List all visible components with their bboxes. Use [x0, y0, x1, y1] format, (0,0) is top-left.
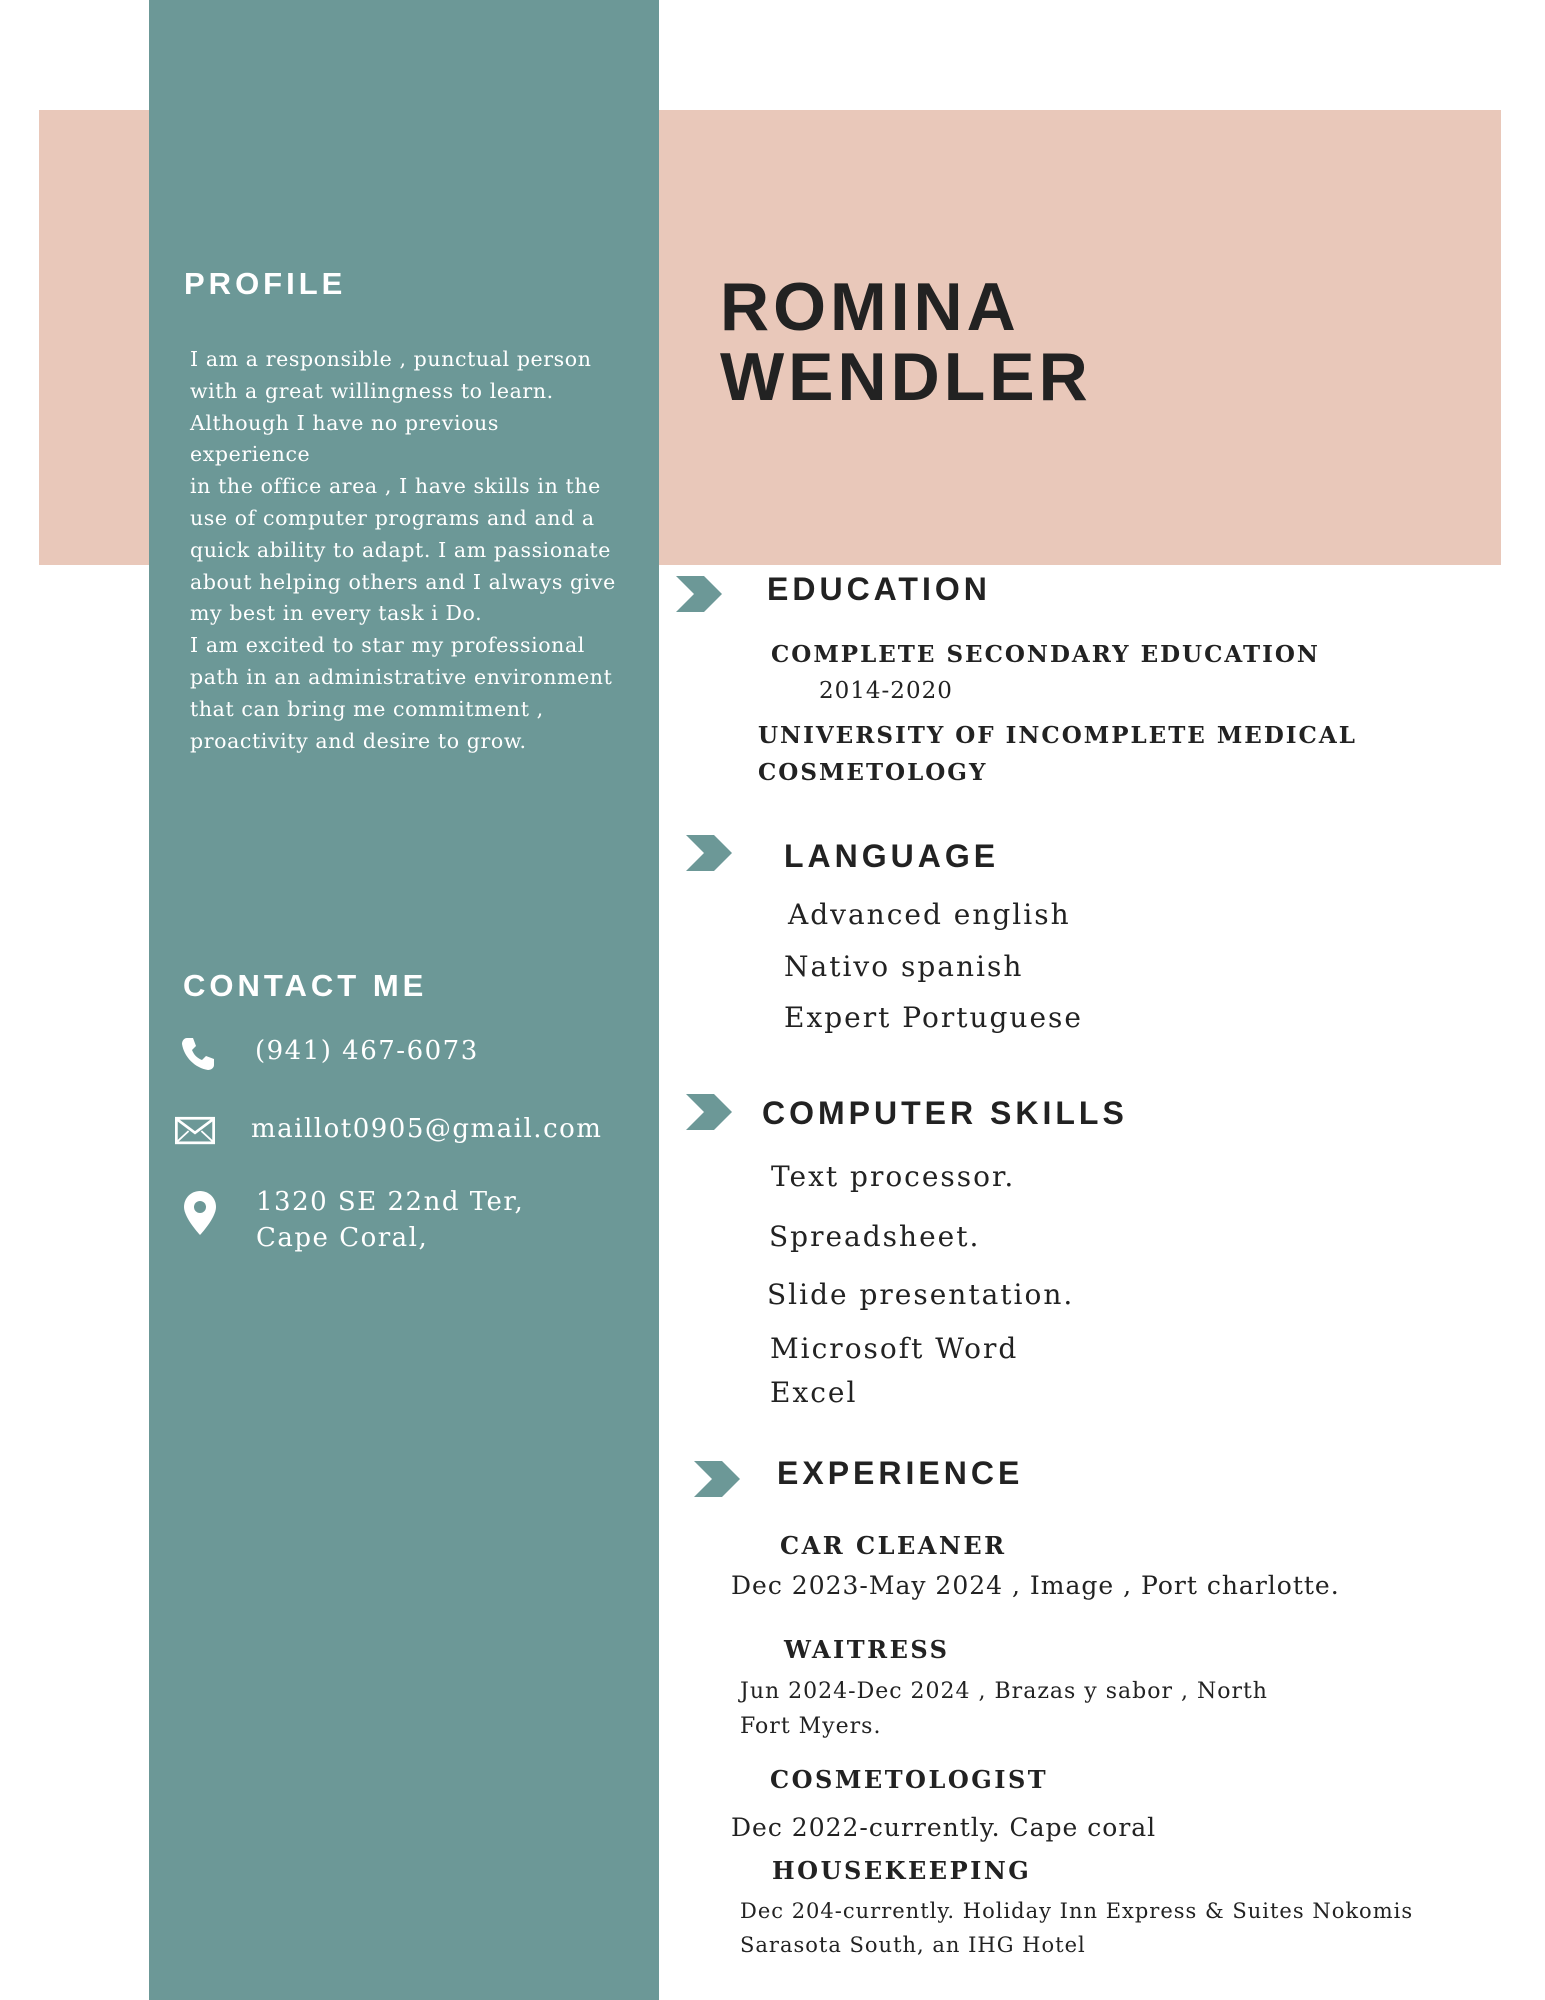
chevron-right-icon	[686, 1094, 732, 1130]
job-details-line: Sarasota South, an IHG Hotel	[740, 1933, 1086, 1957]
job-title: CAR CLEANER	[780, 1531, 1007, 1560]
envelope-icon	[175, 1111, 215, 1151]
job-details: Dec 2022-currently. Cape coral	[731, 1813, 1157, 1842]
profile-heading: PROFILE	[184, 266, 347, 301]
phone-number[interactable]: (941) 467-6073	[255, 1036, 479, 1066]
language-item: Advanced english	[788, 898, 1071, 931]
job-title: HOUSEKEEPING	[772, 1856, 1032, 1885]
location-pin-icon	[183, 1190, 217, 1236]
skill-item: Text processor.	[771, 1160, 1016, 1193]
profile-line: about helping others and I always give	[190, 569, 616, 594]
profile-line: use of computer programs and and a	[190, 505, 595, 530]
chevron-right-icon	[676, 576, 722, 612]
chevron-right-icon	[686, 835, 732, 871]
job-title: WAITRESS	[784, 1635, 950, 1664]
education-item-title-line: UNIVERSITY OF INCOMPLETE MEDICAL	[758, 722, 1357, 749]
job-details: Dec 2023-May 2024 , Image , Port charlotte.	[731, 1571, 1340, 1600]
skill-item: Spreadsheet.	[769, 1220, 981, 1253]
skill-item: Microsoft Word	[770, 1332, 1019, 1365]
address-line: Cape Coral,	[256, 1223, 429, 1253]
language-item: Expert Portuguese	[784, 1001, 1083, 1034]
job-details-line: Dec 204-currently. Holiday Inn Express & Suites Nokomis	[740, 1899, 1414, 1923]
skill-item: Excel	[770, 1376, 858, 1409]
computer-skills-heading: COMPUTER SKILLS	[762, 1095, 1128, 1131]
skill-item: Slide presentation.	[767, 1278, 1075, 1311]
profile-line: that can bring me commitment ,	[190, 696, 544, 721]
job-details-line: Fort Myers.	[740, 1714, 882, 1739]
candidate-name	[720, 269, 1092, 415]
profile-line: Although I have no previous experience	[190, 410, 499, 467]
profile-line: with a great willingness to learn.	[190, 378, 554, 403]
education-item-title-line: COSMETOLOGY	[758, 759, 988, 786]
profile-line: path in an administrative environment	[190, 664, 613, 689]
language-heading: LANGUAGE	[784, 838, 1000, 874]
job-details	[740, 1894, 1413, 1962]
contact-heading: CONTACT ME	[183, 968, 428, 1003]
profile-line: my best in every task i Do.	[190, 601, 483, 626]
address-line: 1320 SE 22nd Ter,	[256, 1187, 525, 1217]
education-item-title	[758, 717, 1357, 791]
education-item-years: 2014-2020	[819, 678, 953, 704]
first-name: ROMINA	[720, 269, 1020, 345]
education-item-title: COMPLETE SECONDARY EDUCATION	[771, 641, 1320, 668]
language-item: Nativo spanish	[784, 950, 1024, 983]
profile-line: quick ability to adapt. I am passionate	[190, 537, 611, 562]
profile-line: proactivity and desire to grow.	[190, 728, 527, 753]
job-details-line: Jun 2024-Dec 2024 , Brazas y sabor , North	[740, 1679, 1268, 1704]
job-details	[740, 1674, 1268, 1744]
profile-line: I am a responsible , punctual person	[190, 347, 592, 371]
profile-line: in the office area , I have skills in the	[190, 474, 601, 499]
address	[256, 1184, 524, 1256]
job-title: COSMETOLOGIST	[770, 1765, 1049, 1794]
chevron-right-icon	[694, 1461, 740, 1497]
experience-heading: EXPERIENCE	[777, 1455, 1024, 1491]
education-heading: EDUCATION	[767, 571, 991, 607]
last-name: WENDLER	[720, 339, 1092, 415]
profile-text	[190, 344, 620, 757]
profile-line: I am excited to star my professional	[190, 633, 585, 658]
phone-icon	[178, 1034, 218, 1074]
email-address[interactable]: maillot0905@gmail.com	[251, 1114, 603, 1144]
